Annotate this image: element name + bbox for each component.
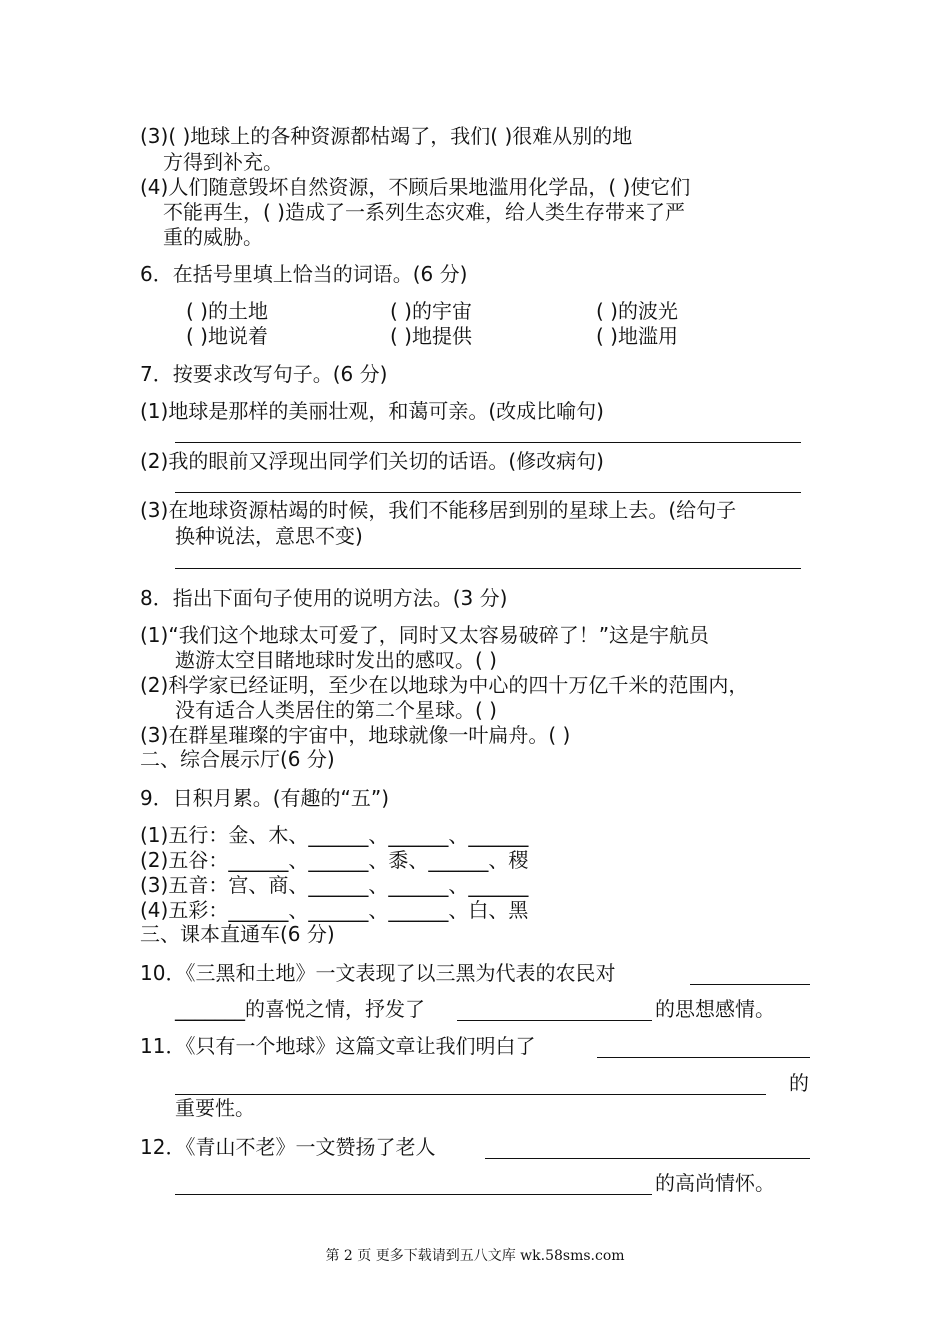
q11-line-1: 11．《只有一个地球》这篇文章让我们明白了 — [140, 1034, 536, 1058]
q9-line-3: (3)五音：宫、商、______、______、______ — [140, 873, 529, 897]
q7-sentence-3-line1: (3)在地球资源枯竭的时候，我们不能移居到别的星球上去。(给句子 — [140, 498, 737, 522]
q8-sentence-2-line2: 没有适合人类居住的第二个星球。( ) — [175, 698, 497, 722]
q9-line-1: (1)五行：金、木、______、______、______ — [140, 823, 529, 847]
q7-title: 7．按要求改写句子。(6 分) — [140, 362, 388, 386]
q10-line-2-end: 的思想感情。 — [655, 997, 775, 1021]
q12-line-1: 12．《青山不老》一文赞扬了老人 — [140, 1135, 436, 1159]
q11-line-2-end: 的 — [789, 1071, 809, 1095]
q5-item3-line1: (3)( )地球上的各种资源都枯竭了，我们( )很难从别的地 — [140, 124, 633, 148]
q7-sentence-3-line2: 换种说法，意思不变) — [175, 524, 363, 548]
answer-line — [175, 1194, 652, 1195]
q8-title: 8．指出下面句子使用的说明方法。(3 分) — [140, 586, 508, 610]
q7-sentence-1: (1)地球是那样的美丽壮观，和蔼可亲。(改成比喻句) — [140, 399, 604, 423]
answer-line — [175, 442, 801, 443]
answer-line — [175, 1094, 766, 1095]
q6-blank: ( )的宇宙 — [390, 299, 472, 323]
q5-item4-line3: 重的威胁。 — [163, 225, 263, 249]
section-2-heading: 二、综合展示厅(6 分) — [140, 747, 335, 771]
q8-sentence-2-line1: (2)科学家已经证明，至少在以地球为中心的四十万亿千米的范围内， — [140, 673, 749, 697]
page-footer: 第 2 页 更多下载请到五八文库 wk.58sms.com — [325, 1248, 625, 1264]
q6-blank: ( )的土地 — [186, 299, 268, 323]
answer-line — [175, 492, 801, 493]
q6-blank: ( )的波光 — [596, 299, 678, 323]
answer-line — [485, 1158, 810, 1159]
answer-line — [597, 1057, 810, 1058]
answer-line — [175, 568, 801, 569]
q6-title: 6．在括号里填上恰当的词语。(6 分) — [140, 262, 468, 286]
q12-line-2-end: 的高尚情怀。 — [655, 1171, 775, 1195]
q8-sentence-3: (3)在群星璀璨的宇宙中，地球就像一叶扁舟。( ) — [140, 723, 571, 747]
q9-title: 9．日积月累。(有趣的“五”) — [140, 786, 390, 810]
q6-blank: ( )地说着 — [186, 324, 268, 348]
q5-item4-line1: (4)人们随意毁坏自然资源，不顾后果地滥用化学品，( )使它们 — [140, 175, 691, 199]
q8-sentence-1-line2: 遨游太空目睹地球时发出的感叹。( ) — [175, 648, 497, 672]
q11-line-3: 重要性。 — [175, 1096, 255, 1120]
answer-line — [690, 984, 810, 985]
q5-item4-line2: 不能再生，( )造成了一系列生态灾难，给人类生存带来了严 — [163, 200, 685, 224]
q9-line-4: (4)五彩：______、______、______、白、黑 — [140, 898, 529, 922]
q6-blank: ( )地滥用 — [596, 324, 678, 348]
q5-item3-line2: 方得到补充。 — [163, 150, 283, 174]
answer-line — [457, 1020, 652, 1021]
q7-sentence-2: (2)我的眼前又浮现出同学们关切的话语。(修改病句) — [140, 449, 604, 473]
q10-line-2: _______的喜悦之情，抒发了 — [175, 997, 425, 1021]
q10-line-1: 10．《三黑和土地》一文表现了以三黑为代表的农民对 — [140, 961, 616, 985]
q8-sentence-1-line1: (1)“我们这个地球太可爱了，同时又太容易破碎了！”这是宇航员 — [140, 623, 710, 647]
q9-line-2: (2)五谷：______、______、黍、______、稷 — [140, 848, 529, 872]
section-3-heading: 三、课本直通车(6 分) — [140, 922, 335, 946]
q6-blank: ( )地提供 — [390, 324, 472, 348]
